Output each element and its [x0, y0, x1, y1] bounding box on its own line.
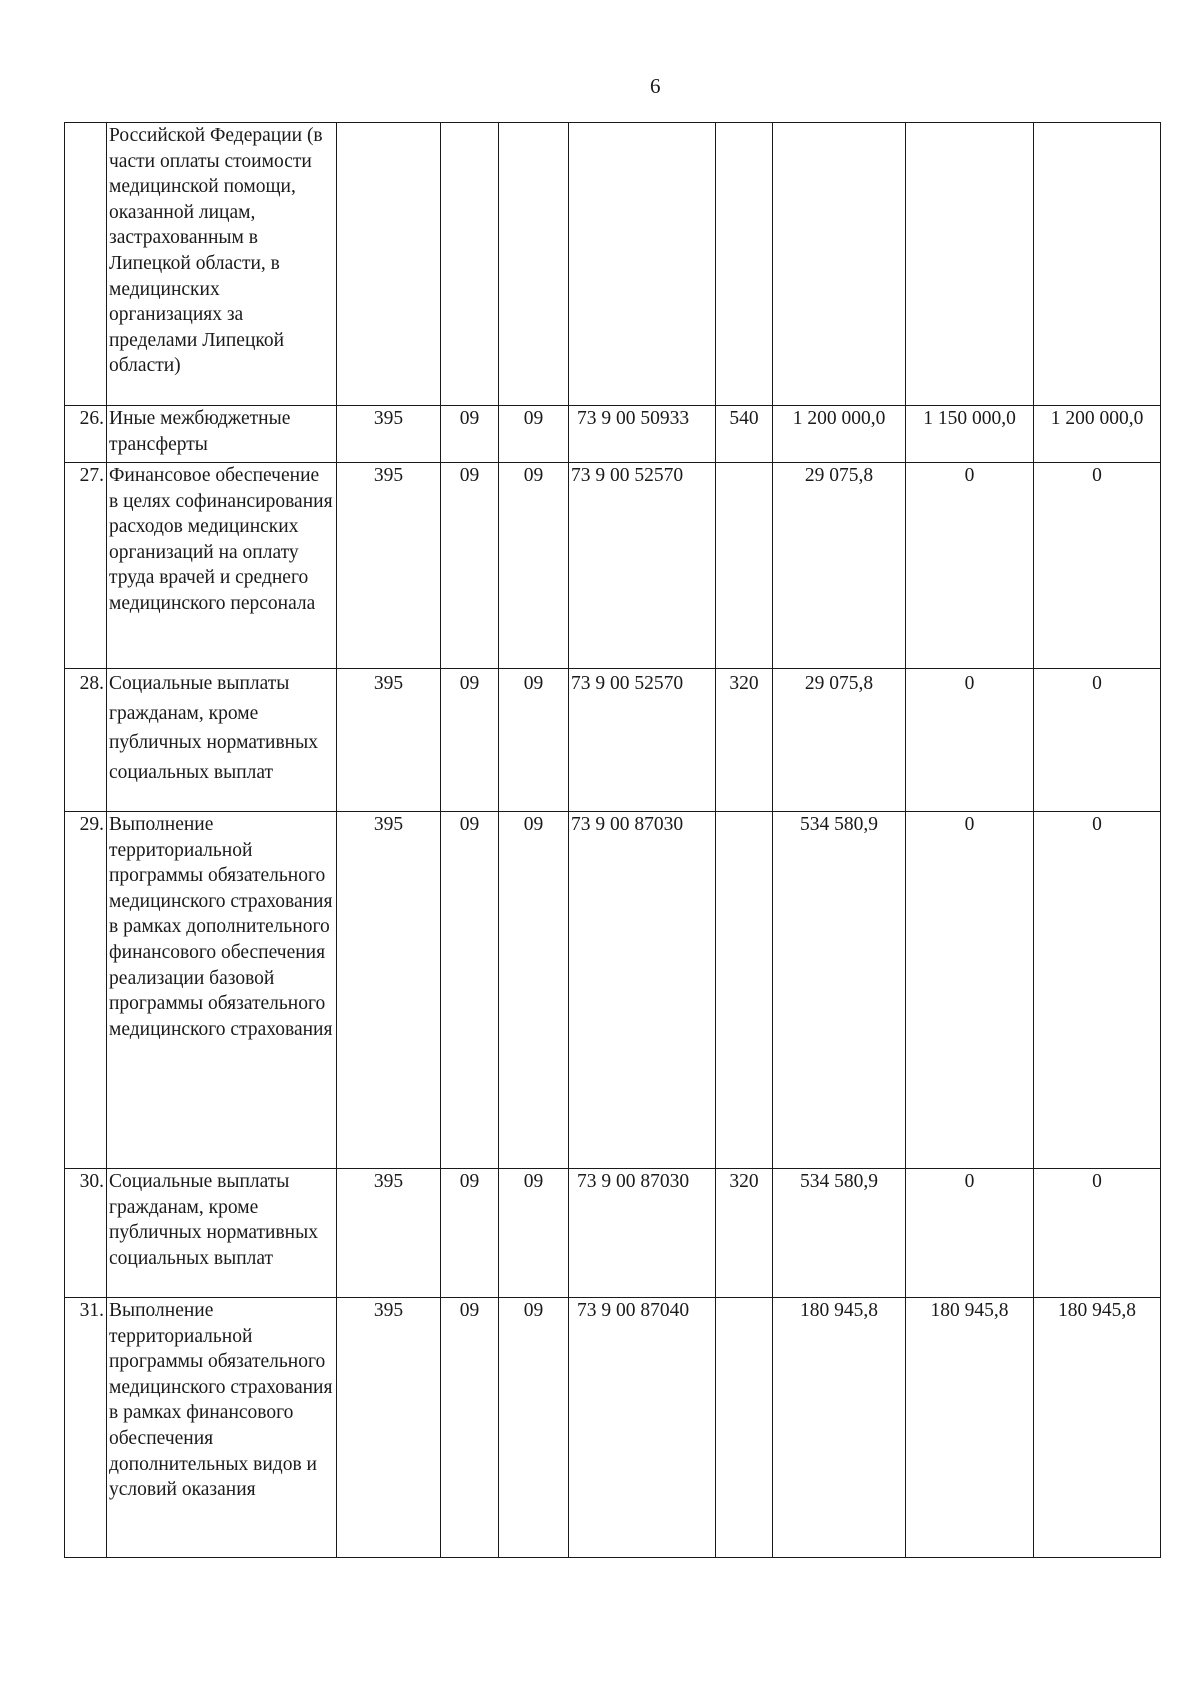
expense-name: Финансовое обеспечение в целях софинансирования расходов медицинских организаций на оплату труда врачей и среднего медицинского персонала: [107, 463, 337, 669]
row-number: 31.: [65, 1298, 107, 1558]
section-code: 09: [441, 812, 499, 1169]
page-number: 6: [650, 74, 661, 98]
row-number: 27.: [65, 463, 107, 669]
subsection-code: 09: [499, 463, 569, 669]
amount-year-2: 1 150 000,0: [906, 406, 1034, 463]
row-number: [65, 123, 107, 406]
grbs-code: 395: [337, 1298, 441, 1558]
expense-name: Выполнение территориальной программы обязательного медицинского страхования в рамках финансового обеспечения дополнительных видов и условий оказания: [107, 1298, 337, 1558]
section-code: [441, 123, 499, 406]
section-code: 09: [441, 1169, 499, 1298]
target-article-code: 73 9 00 87040: [569, 1298, 716, 1558]
expense-type-code: [716, 1298, 773, 1558]
amount-year-3: 0: [1034, 812, 1161, 1169]
target-article-code: 73 9 00 50933: [569, 406, 716, 463]
target-article-code: [569, 123, 716, 406]
expense-type-code: 320: [716, 669, 773, 812]
expense-type-code: [716, 123, 773, 406]
table-row: [65, 669, 1161, 812]
section-code: 09: [441, 1298, 499, 1558]
amount-year-2: 0: [906, 669, 1034, 812]
budget-table: [64, 122, 1161, 1558]
grbs-code: 395: [337, 1169, 441, 1298]
amount-year-3: 0: [1034, 669, 1161, 812]
subsection-code: 09: [499, 812, 569, 1169]
section-code: 09: [441, 463, 499, 669]
amount-year-1: [773, 123, 906, 406]
amount-year-1: 29 075,8: [773, 463, 906, 669]
section-code: 09: [441, 406, 499, 463]
section-code: 09: [441, 669, 499, 812]
subsection-code: [499, 123, 569, 406]
row-number: 30.: [65, 1169, 107, 1298]
target-article-code: 73 9 00 87030: [569, 812, 716, 1169]
grbs-code: 395: [337, 669, 441, 812]
expense-name: Иные межбюджетные трансферты: [107, 406, 337, 463]
table-row: [65, 406, 1161, 463]
amount-year-2: 180 945,8: [906, 1298, 1034, 1558]
amount-year-3: [1034, 123, 1161, 406]
amount-year-2: [906, 123, 1034, 406]
expense-name: Российской Федерации (в части оплаты стоимости медицинской помощи, оказанной лицам, застрахованным в Липецкой области, в медицинских организациях за пределами Липецкой области): [107, 123, 337, 406]
grbs-code: 395: [337, 463, 441, 669]
table-row: [65, 812, 1161, 1169]
target-article-code: 73 9 00 87030: [569, 1169, 716, 1298]
row-number: 29.: [65, 812, 107, 1169]
expense-name: Выполнение территориальной программы обязательного медицинского страхования в рамках дополнительного финансового обеспечения реализации базовой программы обязательного медицинского страхования: [107, 812, 337, 1169]
table-row: [65, 1169, 1161, 1298]
subsection-code: 09: [499, 1298, 569, 1558]
amount-year-2: 0: [906, 463, 1034, 669]
grbs-code: 395: [337, 812, 441, 1169]
subsection-code: 09: [499, 406, 569, 463]
amount-year-1: 29 075,8: [773, 669, 906, 812]
table-row: [65, 1298, 1161, 1558]
expense-type-code: [716, 463, 773, 669]
expense-type-code: 320: [716, 1169, 773, 1298]
table-row: [65, 123, 1161, 406]
subsection-code: 09: [499, 1169, 569, 1298]
target-article-code: 73 9 00 52570: [569, 669, 716, 812]
row-number: 26.: [65, 406, 107, 463]
amount-year-1: 1 200 000,0: [773, 406, 906, 463]
subsection-code: 09: [499, 669, 569, 812]
grbs-code: 395: [337, 406, 441, 463]
amount-year-3: 180 945,8: [1034, 1298, 1161, 1558]
amount-year-1: 534 580,9: [773, 812, 906, 1169]
expense-type-code: 540: [716, 406, 773, 463]
row-number: 28.: [65, 669, 107, 812]
expense-type-code: [716, 812, 773, 1169]
amount-year-2: 0: [906, 812, 1034, 1169]
table-row: [65, 463, 1161, 669]
amount-year-1: 534 580,9: [773, 1169, 906, 1298]
amount-year-3: 1 200 000,0: [1034, 406, 1161, 463]
amount-year-2: 0: [906, 1169, 1034, 1298]
amount-year-3: 0: [1034, 463, 1161, 669]
expense-name: Социальные выплаты гражданам, кроме публичных нормативных социальных выплат: [107, 1169, 337, 1298]
amount-year-3: 0: [1034, 1169, 1161, 1298]
target-article-code: 73 9 00 52570: [569, 463, 716, 669]
amount-year-1: 180 945,8: [773, 1298, 906, 1558]
expense-name: Социальные выплаты гражданам, кроме публичных нормативных социальных выплат: [107, 669, 337, 812]
grbs-code: [337, 123, 441, 406]
